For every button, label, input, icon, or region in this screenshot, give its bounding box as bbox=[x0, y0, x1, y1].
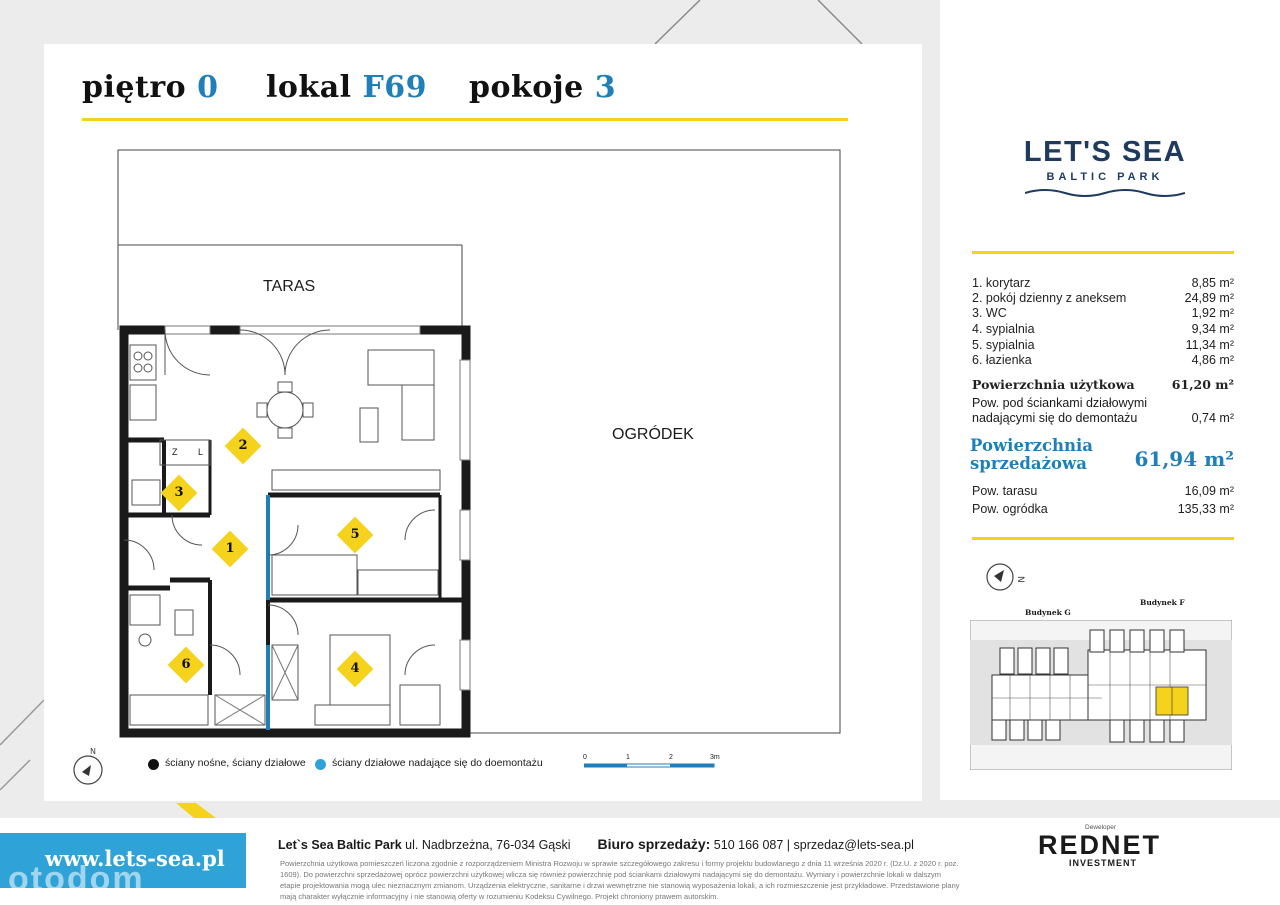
developer-label: Deweloper bbox=[1085, 824, 1117, 831]
area-row-6: 6. łazienka 4,86 m² bbox=[972, 353, 1234, 367]
room-marker-5: 5 bbox=[337, 517, 374, 554]
building-f-label: Budynek F bbox=[1140, 598, 1185, 607]
footer-separator: | bbox=[786, 838, 791, 852]
area-row-2: 2. pokój dzienny z aneksem 24,89 m² bbox=[972, 291, 1234, 305]
demount-area-value: 0,74 m² bbox=[1191, 411, 1234, 425]
legend-removable: ściany działowe nadające się do doemontażu bbox=[332, 757, 543, 769]
scale-bar bbox=[584, 762, 716, 770]
area-row-1: 1. korytarz 8,85 m² bbox=[972, 276, 1234, 290]
unit-value: F69 bbox=[362, 70, 428, 105]
compass-icon bbox=[68, 745, 108, 785]
legend-load-bearing: ściany nośne, ściany działowe bbox=[165, 757, 306, 769]
brand-name: LET'S SEA bbox=[1023, 136, 1187, 168]
legend-blue-dot bbox=[315, 759, 326, 770]
area-row-5: 5. sypialnia 11,34 m² bbox=[972, 338, 1234, 352]
room-marker-4: 4 bbox=[337, 651, 374, 688]
unit-label: lokal bbox=[266, 70, 352, 105]
site-plan bbox=[970, 620, 1232, 770]
brand-logo bbox=[1020, 136, 1190, 204]
brand-sub: BALTIC PARK bbox=[1046, 171, 1164, 183]
header-underline bbox=[82, 118, 848, 121]
rooms-header bbox=[469, 70, 616, 105]
wave-icon bbox=[1025, 187, 1185, 199]
scale-tick-2: 2 bbox=[669, 754, 673, 761]
scale-tick-1: 1 bbox=[626, 754, 630, 761]
footer-office-label: Biuro sprzedaży: bbox=[597, 836, 711, 852]
terrace-label: TARAS bbox=[263, 278, 316, 295]
sale-area-value: 61,94 m² bbox=[1134, 447, 1234, 471]
rooms-label: pokoje bbox=[469, 70, 584, 105]
sale-area-label: Powierzchnia sprzedażowa bbox=[970, 436, 1094, 473]
developer-sub: INVESTMENT bbox=[1069, 858, 1138, 868]
footer-address: ul. Nadbrzeżna, 76-034 Gąski bbox=[405, 838, 571, 852]
site-compass-icon bbox=[982, 560, 1032, 594]
svg-text:N: N bbox=[1015, 576, 1025, 583]
legend-black-dot bbox=[148, 759, 159, 770]
panel-divider-bottom bbox=[972, 537, 1234, 540]
rooms-value: 3 bbox=[594, 70, 617, 105]
developer-name: REDNET bbox=[1038, 830, 1162, 860]
footer-email[interactable]: sprzedaz@lets-sea.pl bbox=[793, 838, 914, 852]
scale-tick-3: 3m bbox=[710, 754, 720, 761]
floor-label: piętro bbox=[82, 70, 187, 105]
room-marker-1: 1 bbox=[212, 531, 249, 568]
building-g-label: Budynek G bbox=[1025, 608, 1071, 617]
floor-value: 0 bbox=[197, 70, 219, 105]
footer-phone[interactable]: 510 166 087 bbox=[713, 838, 784, 852]
panel-divider-top bbox=[972, 251, 1234, 254]
terrace-area-row: Pow. tarasu 16,09 m² bbox=[972, 484, 1234, 498]
floor-header bbox=[82, 70, 218, 105]
garden-label: OGRÓDEK bbox=[612, 426, 694, 443]
floor-plan-drawing bbox=[110, 140, 850, 740]
scale-tick-0: 0 bbox=[583, 754, 587, 761]
footer-contact bbox=[278, 836, 914, 852]
kitchen-z-label: Z bbox=[172, 447, 178, 457]
demount-area-label: Pow. pod ściankami działowymi nadającymi się do demontażu bbox=[972, 396, 1148, 425]
room-marker-3: 3 bbox=[161, 475, 198, 512]
watermark: otodom bbox=[8, 860, 145, 898]
area-row-4: 4. sypialnia 9,34 m² bbox=[972, 322, 1234, 336]
footer-company: Let`s Sea Baltic Park bbox=[278, 838, 402, 852]
kitchen-l-label: L bbox=[198, 447, 204, 457]
room-marker-2: 2 bbox=[225, 428, 262, 465]
footer-url[interactable]: www.lets-sea.pl bbox=[45, 846, 225, 871]
garden-area-row: Pow. ogródka 135,33 m² bbox=[972, 502, 1234, 516]
unit-header bbox=[266, 70, 427, 105]
svg-text:N: N bbox=[90, 747, 96, 756]
area-row-3: 3. WC 1,92 m² bbox=[972, 306, 1234, 320]
usable-area-row: Powierzchnia użytkowa 61,20 m² bbox=[972, 377, 1234, 392]
room-marker-6: 6 bbox=[168, 647, 205, 684]
footer-disclaimer: Powierzchnia użytkowa pomieszczeń liczona zgodnie z rozporządzeniem Ministra Rozwoju w sprawie szczegółowego zakresu i formy projektu budowlanego z dnia 11 września 2020 r. (Dz.U. z 2020 r. poz. 1609). Do powierzchni sprzedażowej oprócz powierzchni użytkowej wlicza się również powierzchnię pod ściankami działowymi nadającymi się do demontażu. Wymiary i powierzchnie lokali w dalszym etapie projektowania mogą ulec nieznacznym zmianom. Urządzenia elektryczne, sanitarne i drzwi wewnętrzne nie stanowią wyposażenia lokali, a ich rozmieszczenie jest przykładowe. Przedstawione plany mają charakter wyłącznie informacyjny i nie stanowią oferty w rozumieniu Kodeksu Cywilnego. Projekt chroniony prawem autorskim. bbox=[280, 859, 960, 901]
